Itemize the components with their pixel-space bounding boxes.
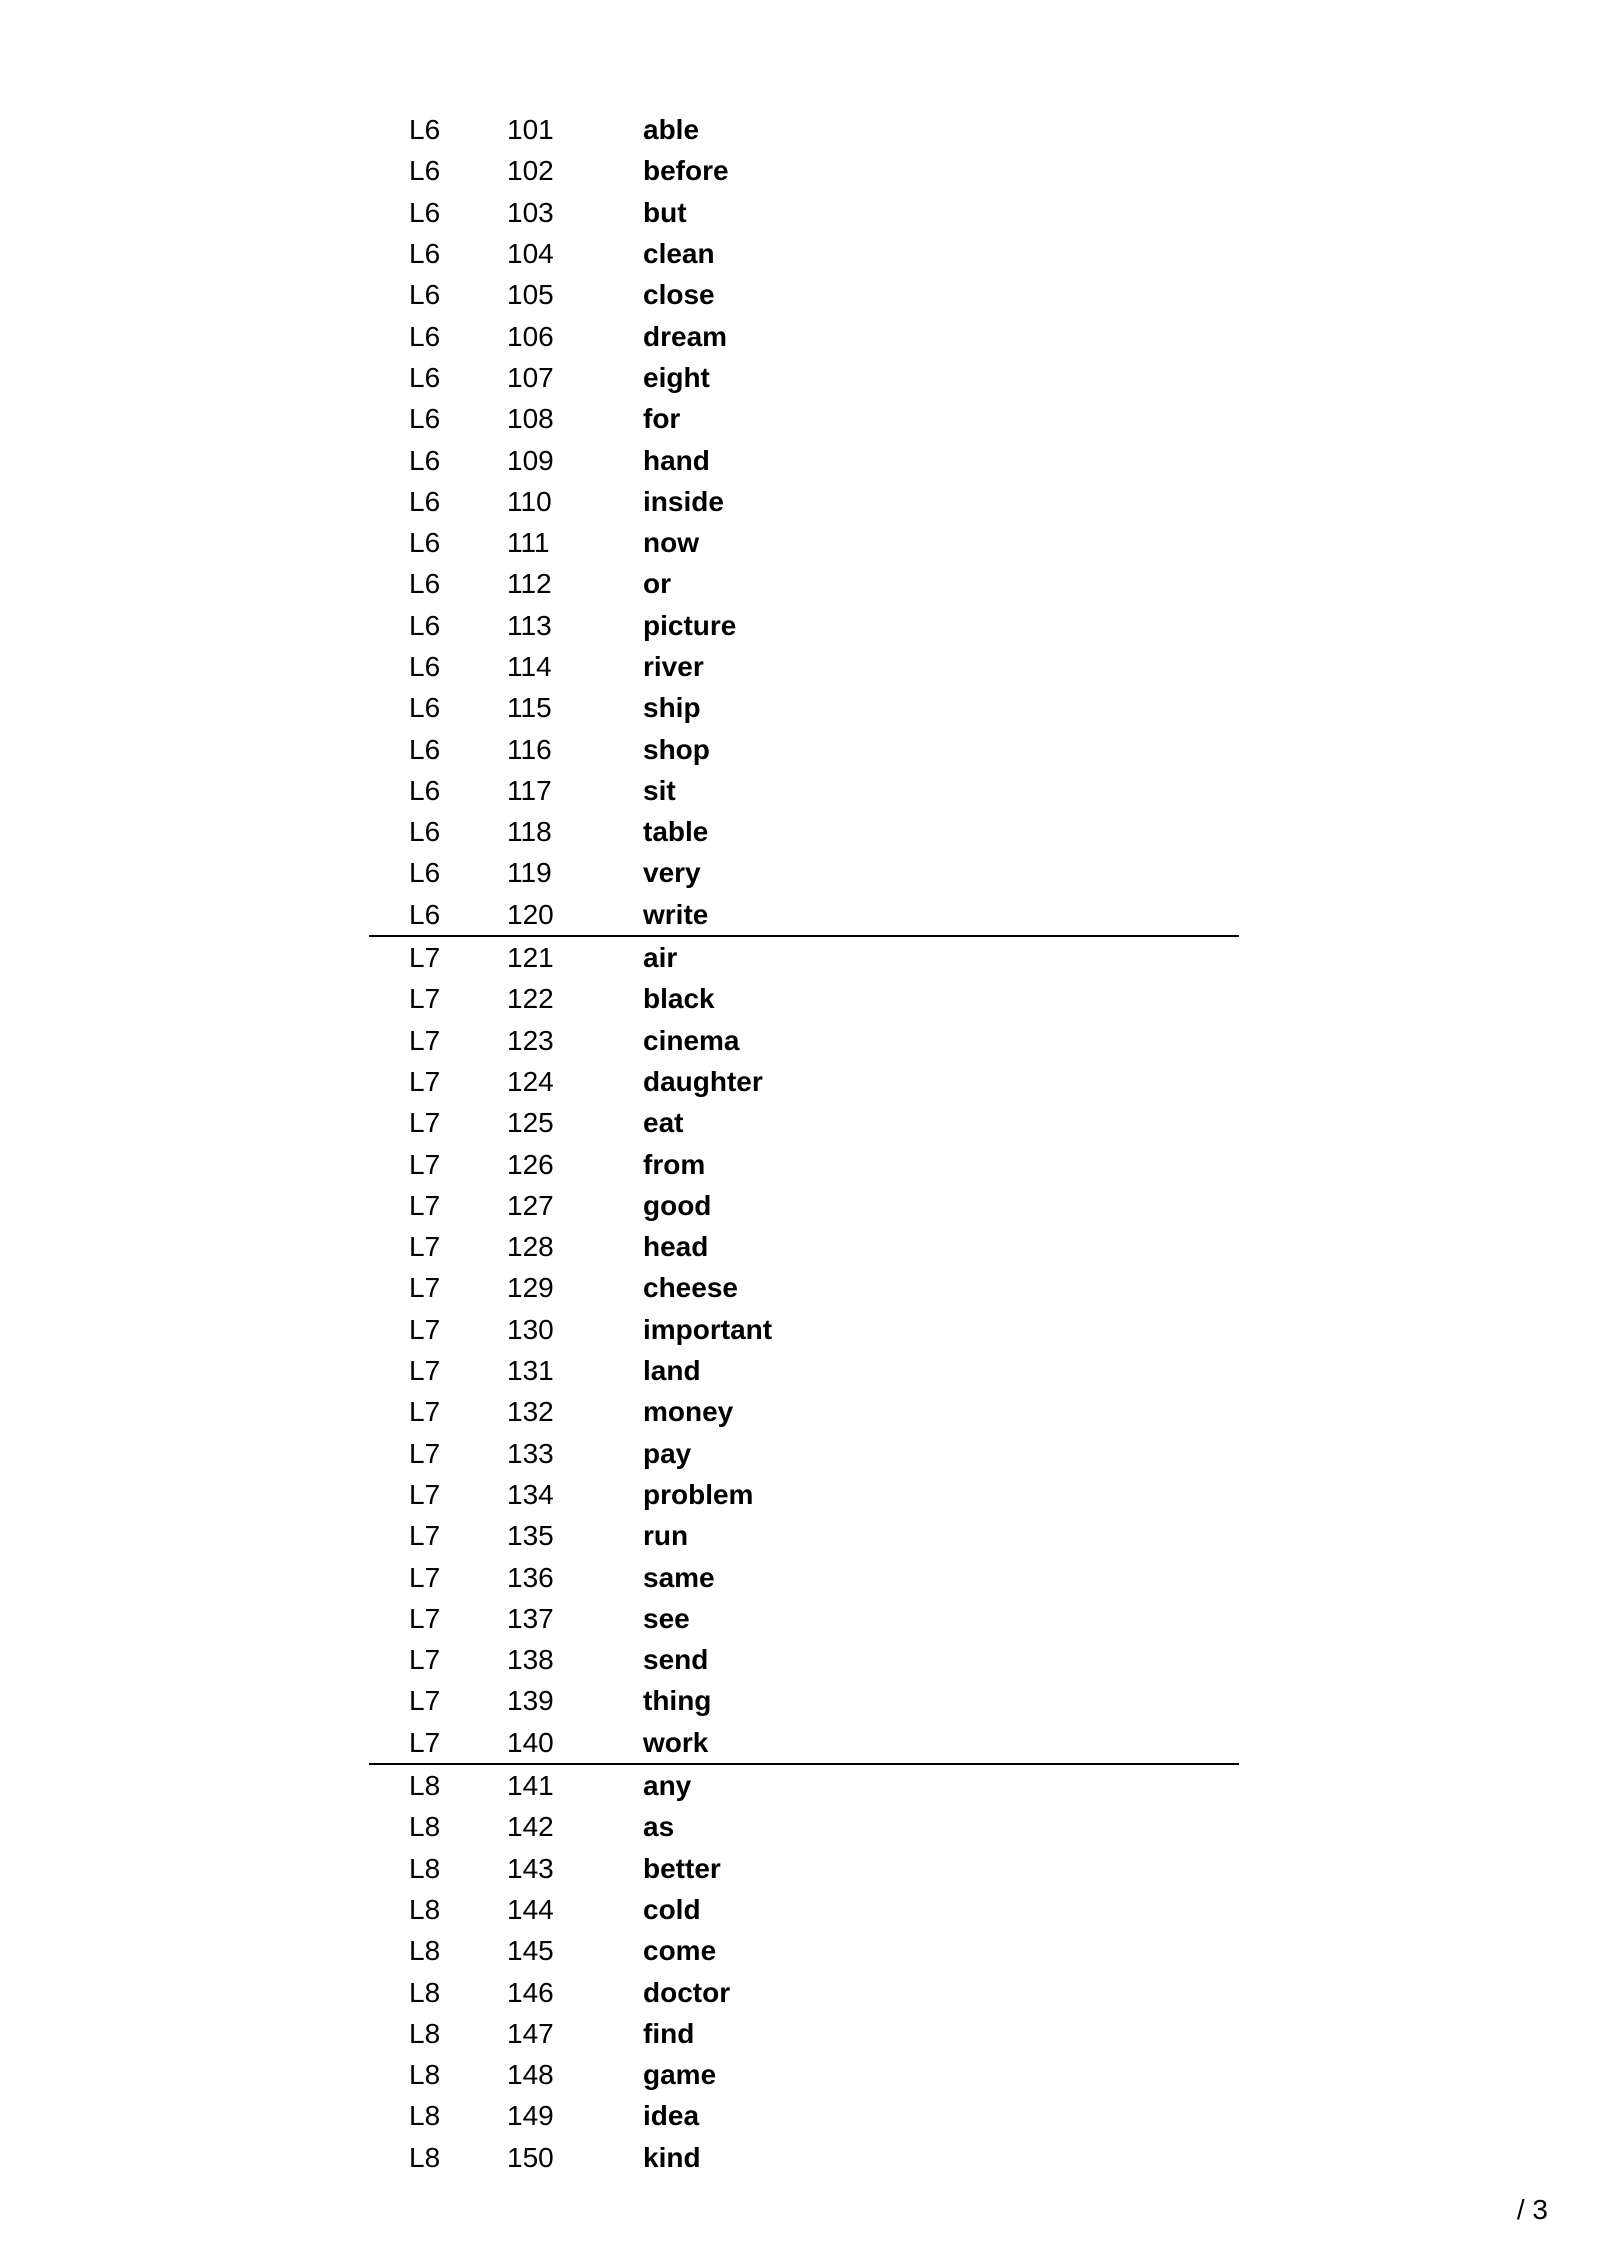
number-cell: 145	[507, 1935, 554, 1967]
number-cell: 134	[507, 1478, 554, 1510]
table-row	[369, 1930, 1239, 1971]
table-row	[369, 1391, 1239, 1432]
number-cell: 114	[507, 651, 552, 682]
level-cell: L7	[409, 1685, 441, 1717]
number-cell: 135	[507, 1520, 554, 1552]
number-cell: 127	[507, 1189, 554, 1221]
number-cell: 125	[507, 1107, 554, 1139]
level-cell: L6	[409, 196, 441, 228]
word-cell: cold	[643, 1893, 701, 1925]
table-row	[369, 1309, 1239, 1350]
number-cell: 104	[507, 238, 554, 270]
level-cell: L7	[409, 942, 441, 974]
level-cell: L6	[409, 568, 441, 600]
level-cell: L6	[409, 238, 441, 270]
level-cell: L6	[409, 733, 441, 765]
number-cell: 117	[507, 774, 552, 806]
table-row	[369, 1639, 1239, 1680]
level-cell: L7	[409, 1189, 441, 1221]
number-cell: 124	[507, 1065, 554, 1097]
table-row	[369, 1061, 1239, 1102]
number-cell: 107	[507, 361, 554, 393]
word-cell: able	[643, 114, 700, 146]
level-cell: L8	[409, 2017, 441, 2049]
table-row	[369, 1847, 1239, 1888]
word-cell: eat	[643, 1107, 684, 1139]
number-cell: 115	[507, 692, 552, 724]
table-row	[369, 398, 1239, 439]
word-cell: now	[643, 527, 699, 559]
word-cell: kind	[643, 2141, 701, 2173]
table-row	[369, 1722, 1239, 1764]
number-cell: 106	[507, 320, 554, 352]
number-cell: 140	[507, 1722, 643, 1764]
number-cell: 129	[507, 1272, 554, 1304]
word-cell: good	[643, 1189, 712, 1221]
level-cell: L6	[409, 651, 441, 682]
number-cell: 146	[507, 1976, 554, 2008]
word-cell: find	[643, 2017, 695, 2049]
word-cell: thing	[643, 1685, 712, 1717]
number-cell: 126	[507, 1148, 554, 1180]
table-row	[369, 1350, 1239, 1391]
level-cell: L7	[409, 1561, 441, 1593]
level-cell: L7	[409, 1313, 441, 1345]
word-cell: any	[643, 1770, 692, 1802]
word-cell: table	[643, 816, 709, 848]
level-cell: L8	[409, 1893, 441, 1925]
word-cell: game	[643, 2059, 717, 2091]
word-cell: inside	[643, 485, 724, 517]
level-cell: L7	[409, 983, 441, 1015]
word-cell: pay	[643, 1437, 692, 1469]
number-cell: 102	[507, 155, 554, 187]
level-cell: L6	[409, 527, 441, 559]
number-cell: 122	[507, 983, 554, 1015]
word-cell: daughter	[643, 1065, 763, 1097]
table-row	[369, 2013, 1239, 2054]
table-row	[369, 563, 1239, 604]
word-cell: see	[643, 1602, 690, 1634]
word-cell: work	[643, 1722, 1239, 1764]
level-cell: L8	[409, 1770, 441, 1802]
level-cell: L7	[409, 1602, 441, 1634]
table-row	[369, 1433, 1239, 1474]
level-cell: L6	[369, 894, 507, 936]
level-cell: L7	[409, 1355, 441, 1387]
table-row	[369, 1515, 1239, 1556]
level-cell: L8	[409, 1852, 441, 1884]
level-cell: L6	[409, 279, 441, 311]
table-row	[369, 192, 1239, 233]
number-cell: 119	[507, 857, 552, 889]
level-cell: L7	[409, 1065, 441, 1097]
word-cell: eight	[643, 361, 710, 393]
number-cell: 150	[507, 2141, 554, 2173]
table-row	[369, 1020, 1239, 1061]
table-row	[369, 1226, 1239, 1267]
word-cell: send	[643, 1644, 709, 1676]
word-cell: clean	[643, 238, 715, 270]
level-cell: L8	[409, 2100, 441, 2132]
word-cell: air	[643, 942, 678, 974]
table-row	[369, 852, 1239, 893]
table-row	[369, 1267, 1239, 1308]
number-cell: 148	[507, 2059, 554, 2091]
table-row	[369, 2054, 1239, 2095]
word-cell: same	[643, 1561, 715, 1593]
level-cell: L8	[409, 1976, 441, 2008]
number-cell: 133	[507, 1437, 554, 1469]
table-row	[369, 1598, 1239, 1639]
number-cell: 142	[507, 1811, 554, 1843]
number-cell: 141	[507, 1770, 554, 1802]
level-cell: L7	[409, 1644, 441, 1676]
number-cell: 120	[507, 894, 643, 936]
level-cell: L6	[409, 857, 441, 889]
level-cell: L7	[409, 1396, 441, 1428]
table-row	[369, 150, 1239, 191]
table-row	[369, 2095, 1239, 2136]
level-cell: L6	[409, 444, 441, 476]
table-row	[369, 1889, 1239, 1930]
number-cell: 116	[507, 733, 552, 765]
word-cell: land	[643, 1355, 701, 1387]
level-cell: L6	[409, 816, 441, 848]
level-cell: L6	[409, 774, 441, 806]
word-cell: as	[643, 1811, 675, 1843]
word-cell: but	[643, 196, 687, 228]
level-cell: L7	[409, 1231, 441, 1263]
table-row	[369, 2137, 1239, 2178]
level-cell: L6	[409, 692, 441, 724]
word-cell: before	[643, 155, 729, 187]
level-cell: L7	[409, 1437, 441, 1469]
table-row	[369, 109, 1239, 150]
table-row	[369, 522, 1239, 563]
level-cell: L8	[409, 2059, 441, 2091]
word-cell: cheese	[643, 1272, 738, 1304]
number-cell: 130	[507, 1313, 554, 1345]
table-row	[369, 1102, 1239, 1143]
table-row	[369, 978, 1239, 1019]
level-cell: L8	[409, 1811, 441, 1843]
level-cell: L6	[409, 155, 441, 187]
level-cell: L7	[409, 1272, 441, 1304]
table-row	[369, 315, 1239, 356]
number-cell: 123	[507, 1024, 554, 1056]
number-cell: 110	[507, 485, 552, 517]
level-cell: L7	[409, 1478, 441, 1510]
level-cell: L8	[409, 2141, 441, 2173]
word-cell: shop	[643, 733, 710, 765]
word-cell: close	[643, 279, 715, 311]
level-cell: L6	[409, 485, 441, 517]
table-row	[369, 811, 1239, 852]
level-cell: L6	[409, 361, 441, 393]
word-cell: run	[643, 1520, 689, 1552]
level-cell: L8	[409, 1935, 441, 1967]
word-cell: important	[643, 1313, 773, 1345]
number-cell: 144	[507, 1893, 554, 1925]
number-cell: 128	[507, 1231, 554, 1263]
table-row	[369, 646, 1239, 687]
word-cell: from	[643, 1148, 706, 1180]
level-cell: L7	[409, 1148, 441, 1180]
table-row	[369, 687, 1239, 728]
word-cell: money	[643, 1396, 734, 1428]
level-cell: L6	[409, 403, 441, 435]
table-row	[369, 357, 1239, 398]
table-row	[369, 1143, 1239, 1184]
word-cell: picture	[643, 609, 737, 641]
level-cell: L7	[409, 1107, 441, 1139]
level-cell: L6	[409, 114, 441, 146]
word-cell: come	[643, 1935, 717, 1967]
word-cell: black	[643, 983, 715, 1015]
table-row	[369, 770, 1239, 811]
word-cell: doctor	[643, 1976, 731, 2008]
level-cell: L6	[409, 609, 441, 641]
word-cell: sit	[643, 774, 676, 806]
table-row	[369, 1556, 1239, 1597]
page-number: / 3	[1516, 2194, 1548, 2225]
level-cell: L7	[409, 1024, 441, 1056]
number-cell: 109	[507, 444, 554, 476]
table-row	[369, 439, 1239, 480]
number-cell: 113	[507, 609, 552, 641]
table-row	[369, 1971, 1239, 2012]
number-cell: 132	[507, 1396, 554, 1428]
number-cell: 111	[507, 527, 550, 559]
word-cell: problem	[643, 1478, 754, 1510]
level-cell: L7	[409, 1520, 441, 1552]
number-cell: 137	[507, 1602, 554, 1634]
number-cell: 103	[507, 196, 554, 228]
table-row	[369, 894, 1239, 936]
word-cell: cinema	[643, 1024, 740, 1056]
table-row	[369, 1764, 1239, 1806]
number-cell: 149	[507, 2100, 554, 2132]
table-row	[369, 481, 1239, 522]
table-row	[369, 1680, 1239, 1721]
number-cell: 138	[507, 1644, 554, 1676]
number-cell: 147	[507, 2017, 554, 2049]
table-row	[369, 1474, 1239, 1515]
word-cell: very	[643, 857, 701, 889]
word-cell: better	[643, 1852, 721, 1884]
word-list-table	[369, 109, 1239, 2178]
table-row	[369, 728, 1239, 769]
table-row	[369, 605, 1239, 646]
word-cell: dream	[643, 320, 728, 352]
word-cell: ship	[643, 692, 701, 724]
number-cell: 101	[507, 114, 554, 146]
number-cell: 112	[507, 568, 552, 600]
number-cell: 139	[507, 1685, 554, 1717]
number-cell: 118	[507, 816, 552, 848]
number-cell: 131	[507, 1355, 554, 1387]
word-list-body	[369, 109, 1239, 2178]
word-cell: hand	[643, 444, 710, 476]
number-cell: 108	[507, 403, 554, 435]
word-cell: for	[643, 403, 681, 435]
number-cell: 121	[507, 942, 554, 974]
word-cell: write	[643, 894, 1239, 936]
table-row	[369, 936, 1239, 978]
level-cell: L7	[369, 1722, 507, 1764]
word-cell: idea	[643, 2100, 700, 2132]
word-cell: river	[643, 651, 704, 682]
word-cell: or	[643, 568, 671, 600]
table-row	[369, 274, 1239, 315]
table-row	[369, 233, 1239, 274]
table-row	[369, 1185, 1239, 1226]
number-cell: 143	[507, 1852, 554, 1884]
level-cell: L6	[409, 320, 441, 352]
number-cell: 136	[507, 1561, 554, 1593]
word-cell: head	[643, 1231, 709, 1263]
number-cell: 105	[507, 279, 554, 311]
table-row	[369, 1806, 1239, 1847]
